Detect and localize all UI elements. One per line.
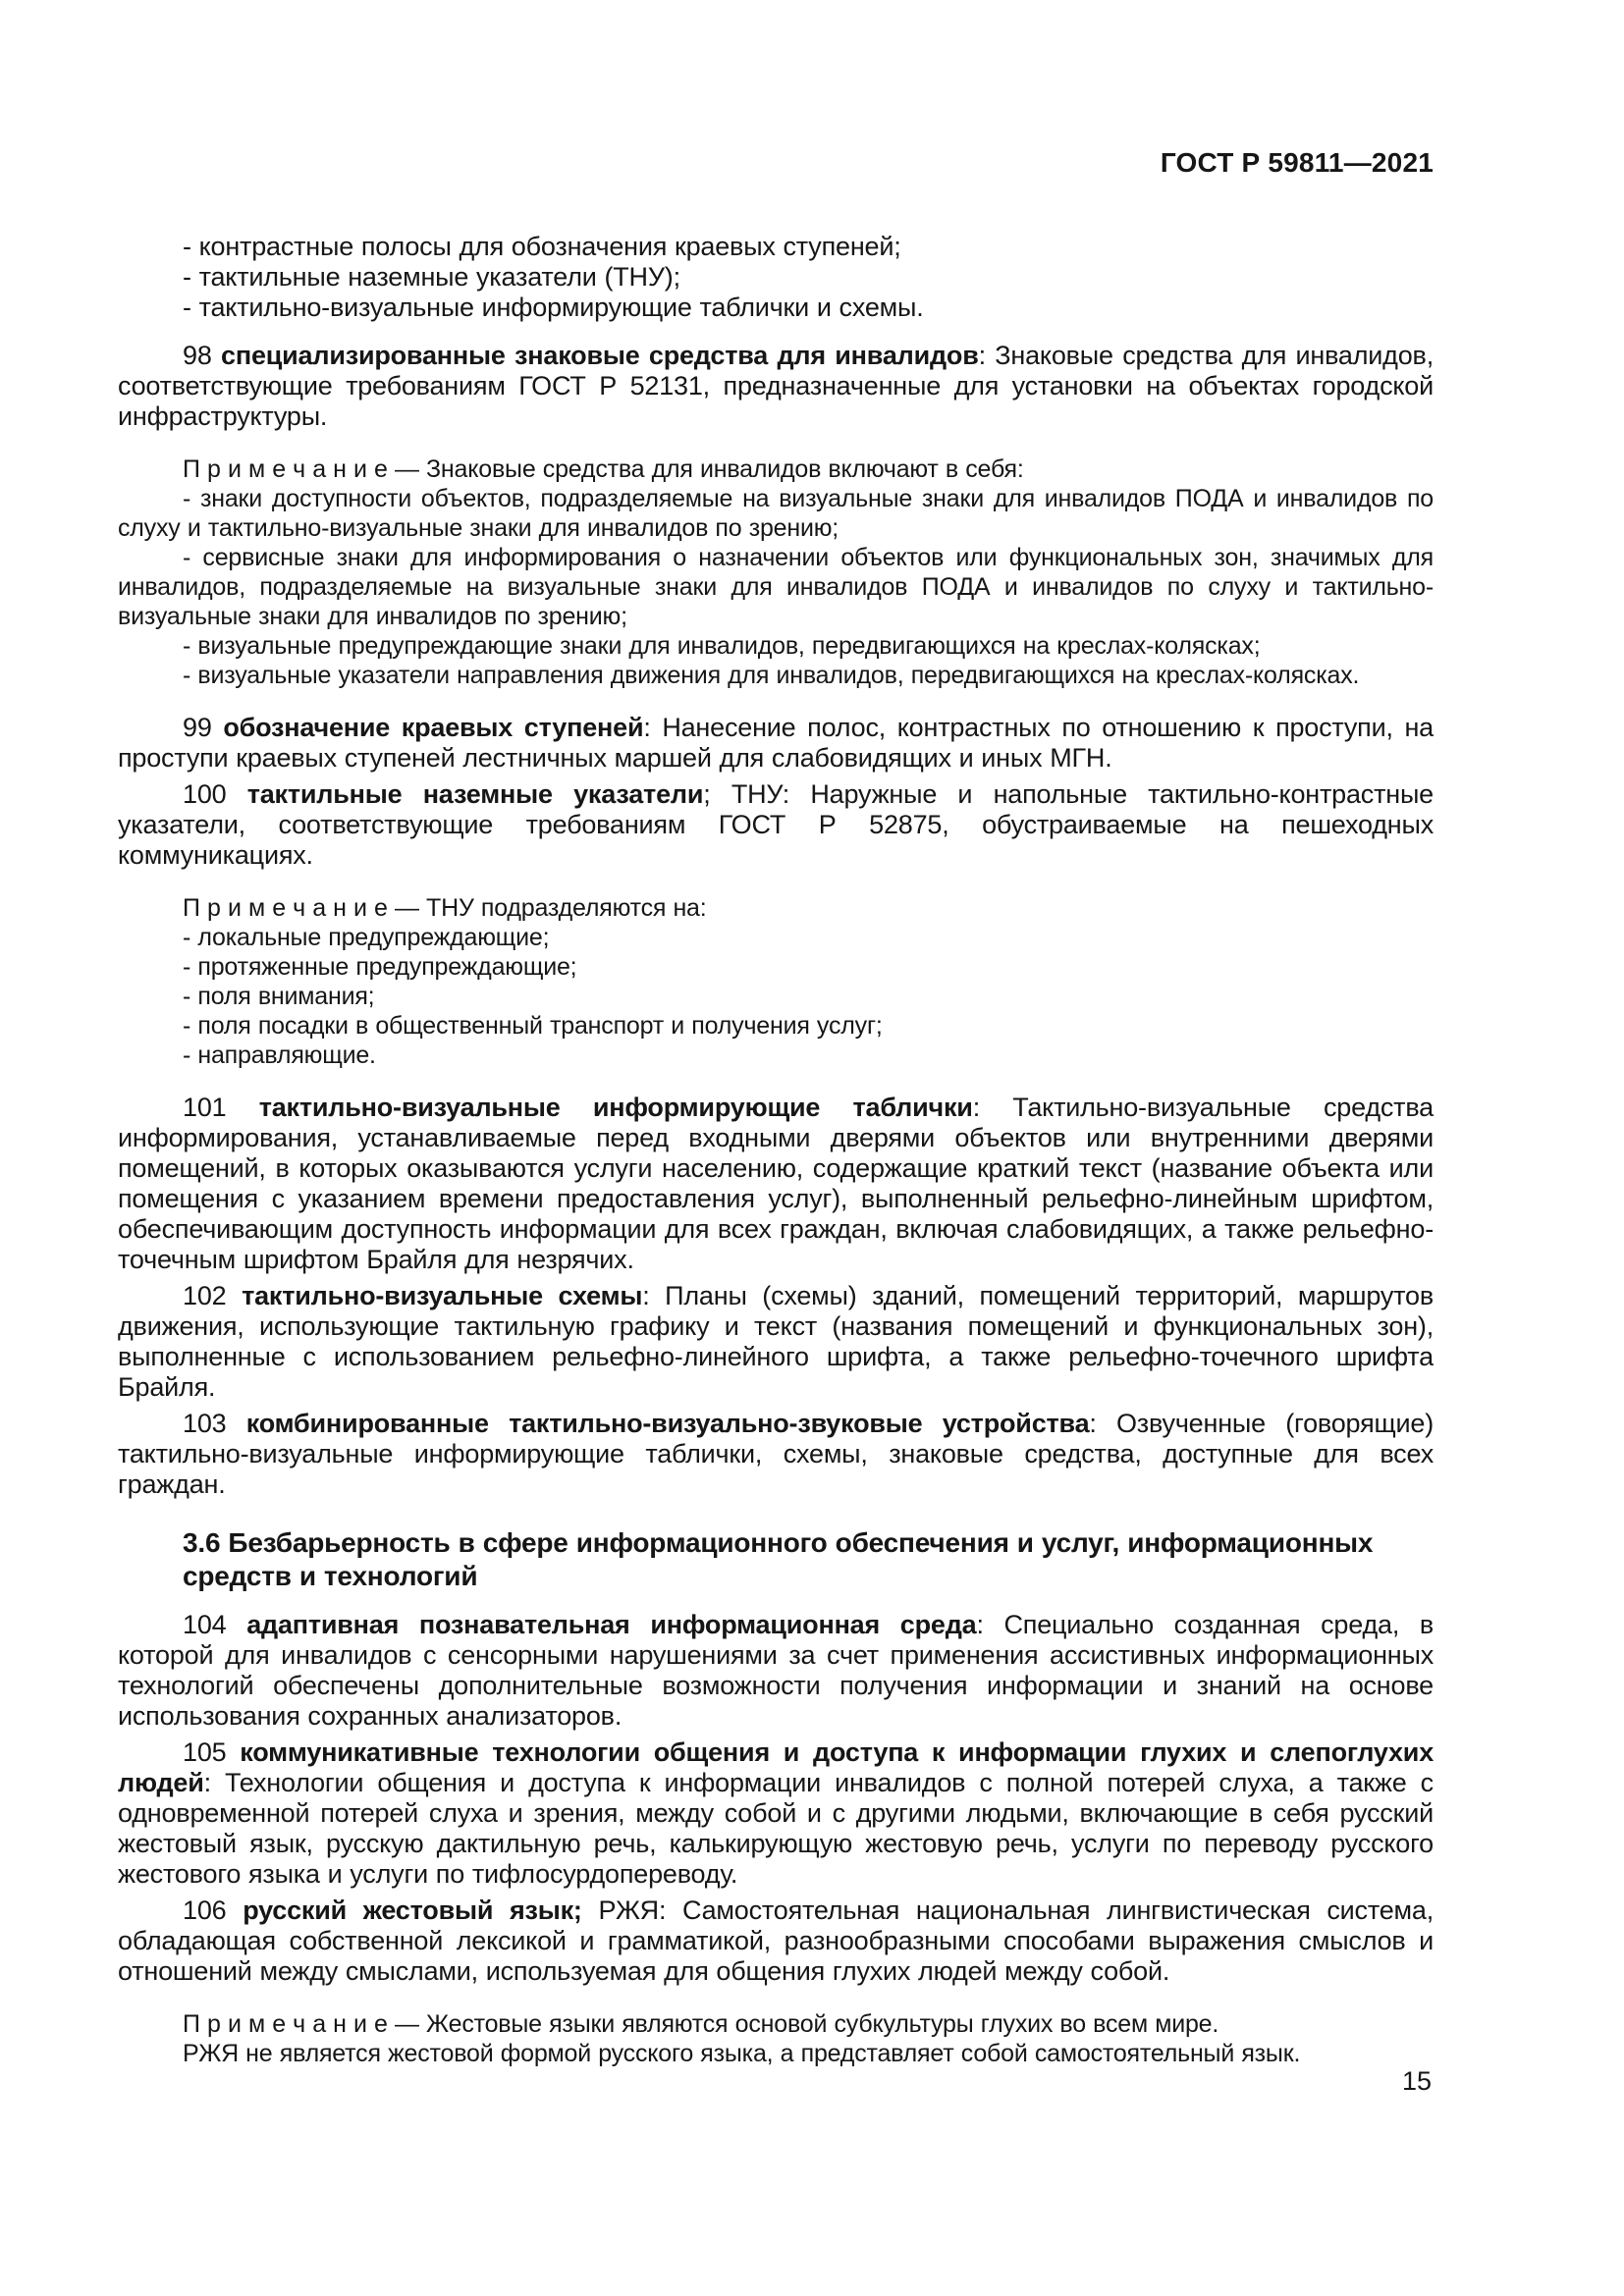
text-run: - визуальные указатели направления движения для инвалидов, передвигающихся на креслах-колясках. bbox=[183, 662, 1360, 689]
term-102 bbox=[118, 1281, 1434, 1403]
term-title: тактильные наземные указатели bbox=[246, 779, 704, 809]
term-title: 3.6 Безбарьерность в сфере информационного обеспечения и услуг, информационных средств и технологий bbox=[183, 1527, 1374, 1591]
note-98-intro bbox=[118, 454, 1434, 484]
text-run: 101 bbox=[183, 1093, 259, 1122]
note-98-item-direction-signs bbox=[118, 661, 1434, 690]
text-run: 98 bbox=[183, 341, 222, 370]
list-item-tactile-visual-plates bbox=[118, 293, 1434, 323]
text-run: - знаки доступности объектов, подразделяемые на визуальные знаки для инвалидов ПОДА и инвалидов по слуху и тактильно-визуальные знаки для инвалидов по зрению; bbox=[118, 485, 1434, 542]
note-100-intro bbox=[118, 893, 1434, 923]
text-run: РЖЯ: Самостоятельная национальная лингвистическая система, обладающая собственной лексикой и грамматикой, разнообразными способами выражения смыслов и отношений между смыслами, используемая для общения глухих людей между собой. bbox=[118, 1896, 1434, 1986]
term-title: обозначение краевых ступеней bbox=[223, 713, 644, 742]
term-title: русский жестовый язык; bbox=[243, 1896, 582, 1925]
text-run: - поля внимания; bbox=[183, 983, 375, 1010]
note-98-item-warning-signs bbox=[118, 631, 1434, 661]
term-title: коммуникативные технологии общения и доступа к информации глухих и слепоглухих людей bbox=[118, 1737, 1435, 1797]
text-column bbox=[118, 0, 1434, 2068]
text-run: - визуальные предупреждающие знаки для инвалидов, передвигающихся на креслах-колясках; bbox=[183, 632, 1261, 660]
term-103 bbox=[118, 1409, 1434, 1500]
note-98-item-service-signs bbox=[118, 543, 1434, 631]
text-run: : Технологии общения и доступа к информации инвалидов с полной потерей слуха, а также с одновременной потерей слуха и зрения, между собой и с другими людьми, включающие в себя русский жестовый язык, русскую дактильную речь, калькирующую жестовую речь, услуги по переводу русского жестового языка и услуги по тифлосурдопереводу. bbox=[118, 1768, 1434, 1889]
text-run: РЖЯ не является жестовой формой русского языка, а представляет собой самостоятельный язык. bbox=[183, 2040, 1301, 2067]
note-100-item-local-warning bbox=[118, 923, 1434, 952]
text-run: ; ТНУ: Наружные и напольные тактильно-контрастные указатели, соответствующие требованиям ГОСТ Р 52875, обустраиваемые на пешеходных коммуникациях. bbox=[118, 779, 1434, 870]
term-106 bbox=[118, 1896, 1434, 1987]
text-run: 106 bbox=[183, 1896, 244, 1925]
text-run: П р и м е ч а н и е — Жестовые языки являются основой субкультуры глухих во всем мире. bbox=[183, 2010, 1219, 2038]
text-run: - поля посадки в общественный транспорт и получения услуг; bbox=[183, 1012, 883, 1040]
term-title: тактильно-визуальные информирующие таблички bbox=[258, 1093, 973, 1122]
text-run: 103 bbox=[183, 1409, 246, 1438]
text-run: П р и м е ч а н и е — Знаковые средства для инвалидов включают в себя: bbox=[183, 455, 1024, 483]
text-run: - протяженные предупреждающие; bbox=[183, 953, 577, 981]
text-run: 105 bbox=[183, 1737, 241, 1767]
text-run: 100 bbox=[183, 779, 247, 809]
term-99 bbox=[118, 713, 1434, 774]
text-run: - контрастные полосы для обозначения краевых ступеней; bbox=[183, 232, 901, 261]
note-106-line-2 bbox=[118, 2039, 1434, 2068]
text-run: : Тактильно-визуальные средства информирования, устанавливаемые перед входными дверями объектов или внутренними дверями помещений, в которых оказываются услуги населению, содержащие краткий текст (название объекта или помещения с указанием времени предоставления услуг), выполненный рельефно-линейным шрифтом, обеспечивающим доступность информации для всех граждан, включая слабовидящих, а также рельефно-точечным шрифтом Брайля для незрячих. bbox=[118, 1093, 1435, 1274]
list-item-tactile-ground-indicators bbox=[118, 262, 1434, 293]
text-run: : Специально созданная среда, в которой для инвалидов с сенсорными нарушениями за счет применения ассистивных информационных технологий обеспечены дополнительные возможности получения информации и знаний на основе использования сохранных анализаторов. bbox=[118, 1610, 1435, 1731]
term-100 bbox=[118, 779, 1434, 871]
text-run: : Нанесение полос, контрастных по отношению к проступи, на проступи краевых ступеней лестничных маршей для слабовидящих и иных МГН. bbox=[118, 713, 1434, 773]
term-101 bbox=[118, 1093, 1434, 1275]
text-run: : Планы (схемы) зданий, помещений территорий, маршрутов движения, использующие тактильную графику и текст (названия помещений и функциональных зон), выполненные с использованием рельефно-линейного шрифта, а также рельефно-точечного шрифта Брайля. bbox=[118, 1281, 1434, 1402]
text-run: 99 bbox=[183, 713, 224, 742]
text-run: - тактильные наземные указатели (ТНУ); bbox=[183, 262, 680, 292]
term-title: специализированные знаковые средства для инвалидов bbox=[221, 341, 979, 370]
term-98 bbox=[118, 341, 1434, 432]
text-run: 104 bbox=[183, 1610, 247, 1639]
note-98-item-accessibility-signs bbox=[118, 484, 1434, 543]
note-100-item-boarding-fields bbox=[118, 1011, 1434, 1041]
text-run: - локальные предупреждающие; bbox=[183, 924, 550, 951]
text-run: - направляющие. bbox=[183, 1041, 376, 1069]
note-106-line-1 bbox=[118, 2009, 1434, 2039]
document-body bbox=[118, 232, 1434, 2068]
section-heading-3-6 bbox=[183, 1526, 1434, 1593]
term-title: адаптивная познавательная информационная среда bbox=[246, 1610, 977, 1639]
text-run: : Озвученные (говорящие) тактильно-визуальные информирующие таблички, схемы, знаковые средства, доступные для всех граждан. bbox=[118, 1409, 1434, 1499]
term-title: комбинированные тактильно-визуально-звуковые устройства bbox=[245, 1409, 1090, 1438]
list-item-contrast-stripes bbox=[118, 232, 1434, 262]
term-title: тактильно-визуальные схемы bbox=[242, 1281, 643, 1310]
note-100-item-guiding bbox=[118, 1041, 1434, 1070]
note-100-item-extended-warning bbox=[118, 952, 1434, 982]
term-105 bbox=[118, 1737, 1434, 1890]
text-run: : Знаковые средства для инвалидов, соответствующие требованиям ГОСТ Р 52131, предназначенные для установки на объектах городской инфраструктуры. bbox=[118, 341, 1434, 431]
text-run: 102 bbox=[183, 1281, 243, 1310]
text-run: - сервисные знаки для информирования о назначении объектов или функциональных зон, значимых для инвалидов, подразделяемые на визуальные знаки для инвалидов ПОДА и инвалидов по слуху и тактильно-визуальные знаки для инвалидов по зрению; bbox=[118, 544, 1434, 630]
note-100-item-attention-fields bbox=[118, 982, 1434, 1011]
text-run: - тактильно-визуальные информирующие таблички и схемы. bbox=[183, 293, 924, 322]
text-run: П р и м е ч а н и е — ТНУ подразделяются на: bbox=[183, 894, 707, 922]
page-number: 15 bbox=[1401, 2066, 1432, 2096]
standard-code-header: ГОСТ Р 59811—2021 bbox=[1160, 147, 1434, 178]
term-104 bbox=[118, 1610, 1434, 1732]
